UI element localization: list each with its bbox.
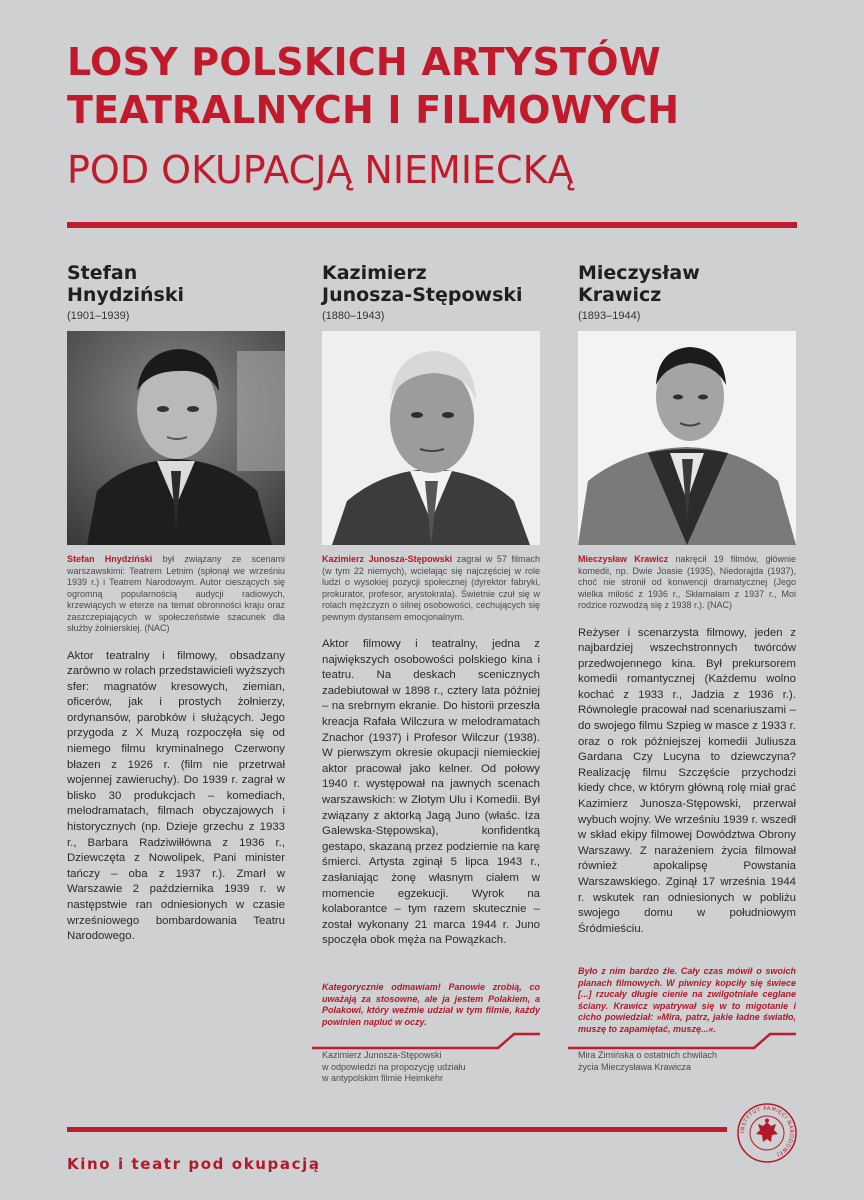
quote-bracket	[310, 1030, 542, 1050]
quote-bracket	[566, 1030, 798, 1050]
seal-text: INSTYTUT PAMIĘCI NARODOWEJ	[739, 1105, 795, 1158]
artist-name: Stefan Hnydziński	[67, 262, 184, 306]
artist-column-krawicz	[578, 262, 796, 937]
artist-years: (1901–1939)	[67, 310, 130, 322]
portrait-hnydzinski	[67, 331, 285, 545]
portrait-krawicz	[578, 331, 796, 545]
title-line-1: LOSY POLSKICH ARTYSTÓW	[67, 40, 661, 84]
series-title: Kino i teatr pod okupacją	[67, 1155, 321, 1173]
artist-years: (1880–1943)	[322, 310, 385, 322]
artist-column-junosza-stepowski	[322, 262, 540, 949]
photo-caption: Mieczysław Krawicz nakręcił 19 filmów, głównie komedii, np. Dwie Joasie (1935), Niedorajda (1937), choć nie stronił od konwencji dramatycznej (Jego wielka miłość z 1936 r., Skłamałam z 1937 r., Moi rodzice rozwodzą się z 1938 r.). (NAC)	[578, 554, 796, 610]
poster-title	[67, 38, 827, 134]
artist-name: Kazimierz Junosza-Stępowski	[322, 262, 523, 306]
artist-biography: Aktor teatralny i filmowy, obsadzany zarówno w rolach przedstawicieli wyższych sfer: magnatów kresowych, ziemian, oficerów, jak i prostych żołnierzy, ordynansów, parobków i służących. Jego przygoda z X Muzą rozpoczęła się od niemego filmu kryminalnego Czerwony błazen z 1926 r. (film nie przetrwał wojennej zawieruchy). Do 1939 r. zagrał w blisko 30 produkcjach – komediach, melodramatach, filmach obyczajowych i historycznych (np. Dzieje grzechu z 1933 r., Barbara Radziwiłłówna z 1936 r., Dziewczęta z Nowolipek, Pani minister tańczy – oba z 1937 r.). Zmarł w Warszawie 2 października 1939 r. w następstwie ran odniesionych w czasie wrześniowego bombardowania Teatru Narodowego.	[67, 649, 285, 943]
bottom-divider	[67, 1127, 727, 1132]
artist-biography: Aktor filmowy i teatralny, jedna z największych osobowości polskiego kina i teatru. Na deskach scenicznych zadebiutował w 1898 r., cztery lata później – na srebrnym ekranie. Do historii przeszła kreacja Rafała Wilczura w melodramatach Znachor (1937) i Profesor Wilczur (1938). W pierwszym okresie okupacji niemieckiej aktor pracował jako kelner. Od połowy 1940 r. występował na jawnych scenach warszawskich: w Złotym Ulu i Komedii. Był związany z aktorką Jagą Juno (właśc. Iza Galewska-Stępowska), konfidentką gestapo, skazaną przez podziemie na karę śmierci. Artysta zginął 5 lipca 1943 r., zasłaniając żonę własnym ciałem w momencie egzekucji. Wyrok na kolaborantce – tym razem skutecznie – został wykonany 21 marca 1944 r. Juno spoczęła obok męża na Powązkach.	[322, 638, 540, 947]
artist-years: (1893–1944)	[578, 310, 641, 322]
photo-caption: Stefan Hnydziński był związany ze scenami warszawskimi: Teatrem Letnim (spłonął we wrześniu 1939 r.) i Teatrem Narodowym. Autor cieszących się ogromną popularnością audycji radiowych, krzewiących w eterze na temat obronności kraju oraz zaszczepiających w społeczeństwie szacunek dla służby żołnierskiej. (NAC)	[67, 554, 286, 633]
quote-junosza-stepowski: Kategorycznie odmawiam! Panowie zrobią, co uważają za stosowne, ale ja jestem Polakiem, a Polakowi, który weźmie udział w tym filmie, każdy powinien napluć w oczy.	[322, 982, 540, 1027]
top-divider	[67, 222, 797, 228]
portrait-junosza-stepowski	[322, 331, 540, 545]
portrait-photo	[578, 331, 796, 545]
artist-name: Mieczysław Krawicz	[578, 262, 700, 306]
title-line-2: TEATRALNYCH I FILMOWYCH	[67, 88, 680, 132]
title-line-3: POD OKUPACJĄ NIEMIECKĄ	[67, 148, 574, 192]
artist-biography: Reżyser i scenarzysta filmowy, jeden z najbardziej wszechstronnych twórców przedwojennego kina. Był prekursorem komedii romantycznej (Każdemu wolno kochać z 1933 r., Jadzia z 1936 r.). Równolegle pracował nad scenariuszami – do swojego filmu Szpieg w masce z 1933 r. oraz o rok późniejszej komedii Juliusza Gardana Czy Lucyna to dziewczyna? Realizację filmu Szczęście przychodzi kiedy chce, w którym główną rolę miał grać Kazimierz Junosza-Stępowski, przerwał wybuch wojny. We wrześniu 1939 r. wszedł w skład ekipy filmowej Dowództwa Obrony Warszawy. Z narażeniem życia filmował również apokalipsę Powstania Warszawskiego. Zginął 17 września 1944 r. wskutek ran odniesionych w pobliżu swojego domu w południowym Śródmieściu.	[578, 626, 796, 935]
quote-source: Kazimierz Junosza-Stępowski w odpowiedzi na propozycję udziału w antypolskim filmie Heimkehr	[322, 1050, 466, 1083]
quote-zimińska: Było z nim bardzo źle. Cały czas mówił o swoich planach filmowych. W piwnicy kopciły się świece [...] rzucały długie cienie na zwilgotniałe ceglane ściany. Krawicz wpatrywał się w to migotanie i cicho powiedział: »Mira, patrz, jakie ładne światło, muszę to zapamiętać, muszę...«.	[578, 966, 796, 1034]
portrait-photo	[322, 331, 540, 545]
photo-caption: Kazimierz Junosza-Stępowski zagrał w 57 filmach (w tym 22 niemych), wcielając się najczęściej w role ludzi o wysokiej pozycji społecznej (dyrektor fabryki, prokurator, profesor, arystokrata). Świetnie czuł się w rolach mężczyzn o silnej osobowości, cechujących się pewnym dystansem emocjonalnym.	[322, 554, 540, 622]
artist-column-hnydzinski	[67, 262, 285, 945]
portrait-photo	[67, 331, 285, 545]
ipn-seal-icon	[736, 1102, 798, 1164]
quote-source: Mira Zimińska o ostatnich chwilach życia Mieczysława Krawicza	[578, 1050, 718, 1072]
